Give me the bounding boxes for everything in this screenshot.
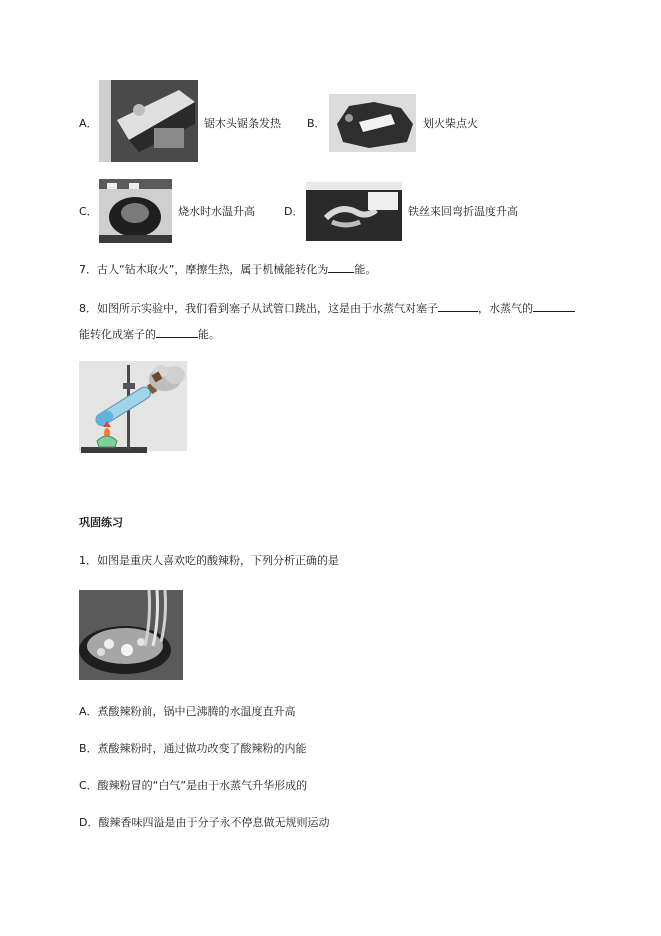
question-7-tail: 能。	[354, 263, 377, 276]
option-c-text: 烧水时水温升高	[178, 205, 255, 218]
saw-wood-photo	[99, 80, 198, 162]
question-7-blank	[328, 261, 354, 273]
option-d-label: D．	[284, 205, 304, 218]
question-7	[79, 261, 376, 278]
question-8-blank-3	[156, 326, 198, 338]
section-title: 巩固练习	[79, 516, 123, 529]
question-8-blank-2	[533, 300, 575, 312]
practice-option-c: C．酸辣粉冒的“白气”是由于水蒸气升华形成的	[79, 779, 308, 792]
option-d-text: 铁丝来回弯折温度升高	[408, 205, 518, 218]
question-8-text-1: 8．如图所示实验中，我们看到塞子从试管口跳出，这是由于水蒸气对塞子	[79, 302, 438, 315]
option-a-text: 锯木头锯条发热	[204, 117, 281, 130]
match-strike-photo	[329, 94, 416, 152]
practice-question-1: 1．如图是重庆人喜欢吃的酸辣粉，下列分析正确的是	[79, 554, 339, 567]
question-8-text-3: 能转化成塞子的	[79, 328, 156, 341]
option-b-label: B．	[307, 117, 326, 130]
practice-option-d: D．酸辣香味四溢是由于分子永不停息做无规则运动	[79, 816, 330, 829]
test-tube-experiment-figure	[79, 361, 187, 459]
kettle-photo	[99, 179, 172, 243]
question-8-line-1	[79, 300, 575, 317]
question-8-blank-1	[438, 300, 478, 312]
sour-spicy-noodles-photo	[79, 590, 183, 680]
practice-option-a: A．煮酸辣粉前，锅中已沸腾的水温度直升高	[79, 705, 296, 718]
question-7-text: 7．古人“钻木取火”，摩擦生热，属于机械能转化为	[79, 263, 329, 276]
bending-wire-photo	[306, 182, 402, 241]
question-8-text-4: 能。	[198, 328, 220, 341]
option-c-label: C．	[79, 205, 98, 218]
option-b-text: 划火柴点火	[423, 117, 478, 130]
question-8-line-2	[79, 326, 220, 343]
question-8-text-2: ，水蒸气的	[478, 302, 533, 315]
option-a-label: A．	[79, 117, 98, 130]
practice-option-b: B．煮酸辣粉时，通过做功改变了酸辣粉的内能	[79, 742, 307, 755]
